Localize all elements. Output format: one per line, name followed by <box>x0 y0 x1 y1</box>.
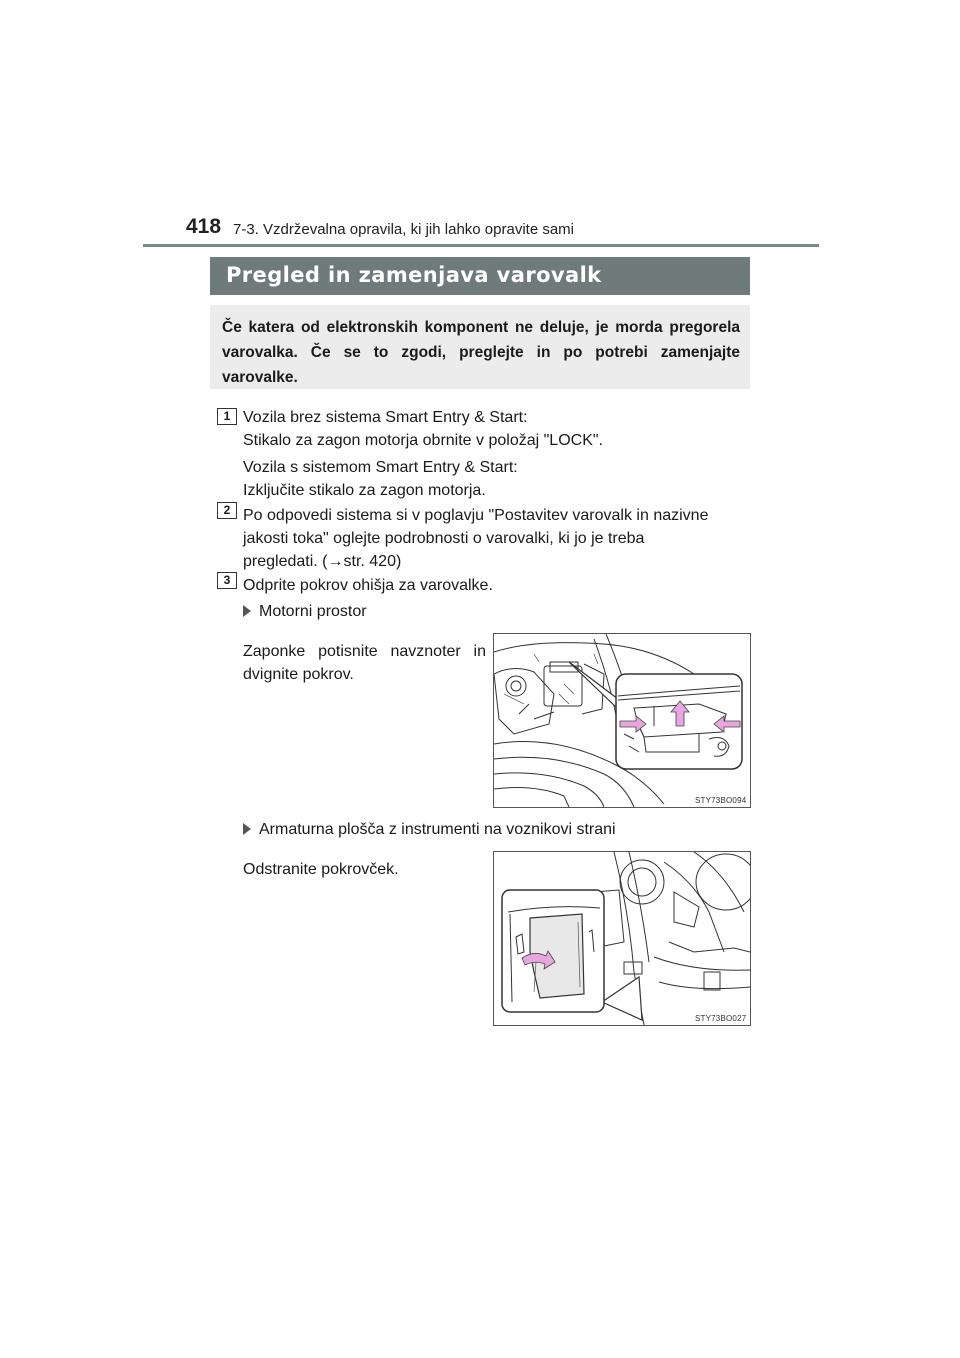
header-divider <box>143 244 819 247</box>
section-title: 7-3. Vzdrževalna opravila, ki jih lahko opravite sami <box>233 221 574 238</box>
step-2-line-3: pregledati. (→str. 420) <box>243 553 402 570</box>
engine-compartment-illustration <box>493 633 751 808</box>
instrument-panel-illustration <box>493 851 751 1026</box>
step-1-line-2: Stikalo za zagon motorja obrnite v položaj "LOCK". <box>243 432 603 449</box>
step-1-line-1: Vozila brez sistema Smart Entry & Start: <box>243 409 528 426</box>
page-number: 418 <box>186 215 222 238</box>
figure-code: STY73BO094 <box>695 796 747 805</box>
step-3-line-1: Odprite pokrov ohišja za varovalke. <box>243 577 493 594</box>
step-2-line-2: jakosti toka" oglejte podrobnosti o varovalki, ki jo je treba <box>243 530 645 547</box>
bullet-engine-compartment <box>243 600 367 623</box>
step-1-line-4: Izključite stikalo za zagon motorja. <box>243 482 486 499</box>
step-number-2: 2 <box>217 502 237 519</box>
step-number-3: 3 <box>217 572 237 589</box>
bullet-label: Armaturna plošča z instrumenti na voznikovi strani <box>259 821 616 838</box>
bullet-triangle-icon <box>243 823 251 835</box>
engine-instruction-line-1: Zaponke potisnite navznoter in <box>243 643 486 660</box>
bullet-label: Motorni prostor <box>259 603 367 620</box>
bullet-instrument-panel <box>243 818 616 841</box>
page-title: Pregled in zamenjava varovalk <box>210 257 750 295</box>
instrument-panel-drawing <box>494 852 750 1025</box>
step-number-1: 1 <box>217 408 237 425</box>
engine-compartment-drawing <box>494 634 750 807</box>
step-2-line-1: Po odpovedi sistema si v poglavju "Postavitev varovalk in nazivne <box>243 507 709 524</box>
engine-instruction-line-2: dvignite pokrov. <box>243 666 354 683</box>
figure-code: STY73BO027 <box>695 1014 747 1023</box>
bullet-triangle-icon <box>243 605 251 617</box>
panel-instruction-line-1: Odstranite pokrovček. <box>243 861 399 878</box>
intro-box: Če katera od elektronskih komponent ne deluje, je morda pregorela varovalka. Če se to zgodi, preglejte in po potrebi zamenjajte varovalke. <box>210 305 750 389</box>
step-1-line-3: Vozila s sistemom Smart Entry & Start: <box>243 459 518 476</box>
